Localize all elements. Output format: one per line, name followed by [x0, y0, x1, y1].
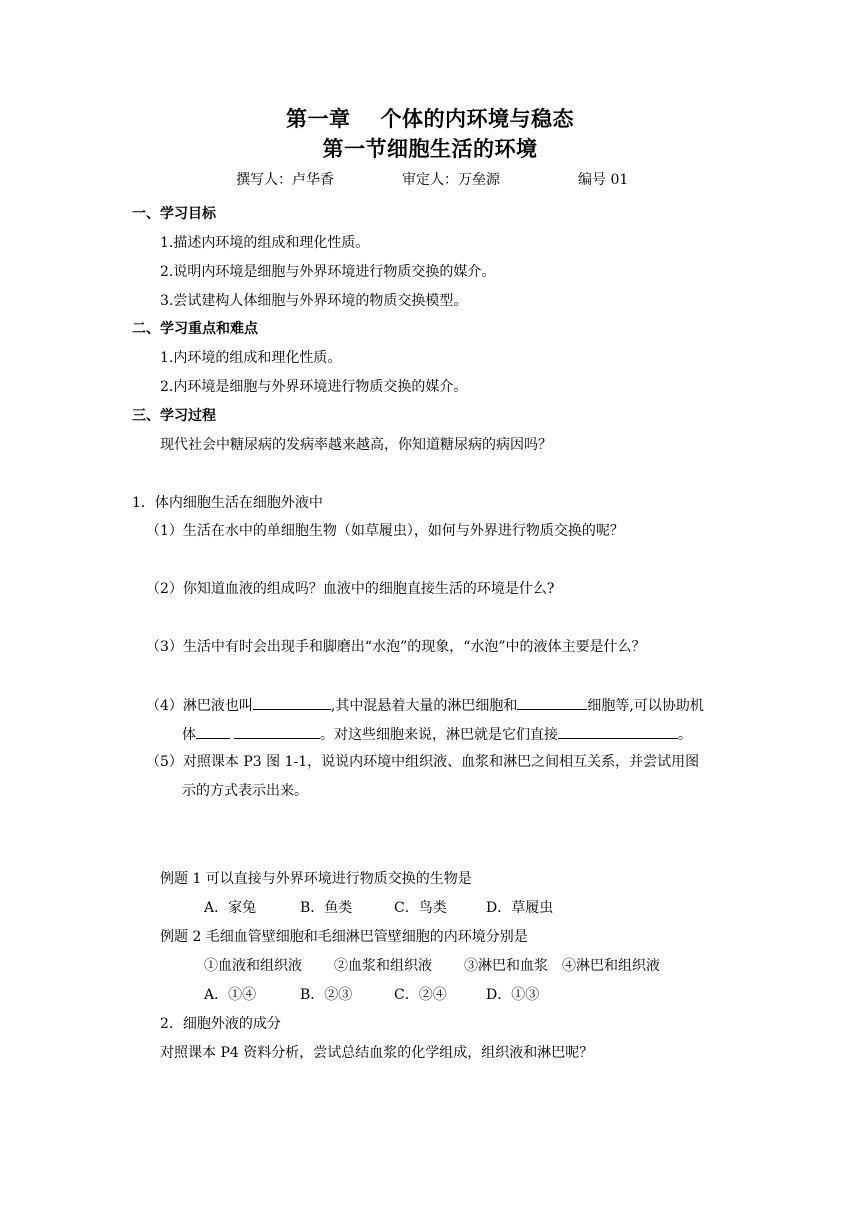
example-1-option-b: B．鱼类	[300, 900, 353, 916]
question-5-line1: （5）对照课本 P3 图 1-1，说说内环境中组织液、血浆和淋巴之间相互关系，并尝试用图	[146, 754, 700, 770]
author: 撰写人：卢华香	[236, 172, 334, 188]
goal-item: 2.说明内环境是细胞与外界环境进行物质交换的媒介。	[160, 264, 496, 280]
chapter-name: 个体的内环境与稳态	[380, 106, 574, 131]
answer-blank[interactable]	[517, 696, 587, 710]
key-point-item: 1.内环境的组成和理化性质。	[160, 350, 342, 366]
goal-item: 3.尝试建构人体细胞与外界环境的物质交换模型。	[160, 293, 468, 309]
question-1: （1）生活在水中的单细胞生物（如草履虫），如何与外界进行物质交换的呢？	[146, 523, 624, 539]
goal-item: 1.描述内环境的组成和理化性质。	[160, 235, 370, 251]
section-title: 第一节细胞生活的环境	[322, 136, 538, 161]
example-2-choice-2: ②血浆和组织液	[334, 958, 432, 974]
example-2-option-b: B．②③	[300, 987, 353, 1003]
subsection-2-title: 2．细胞外液的成分	[160, 1016, 281, 1032]
example-1-option-d: D．草履虫	[486, 900, 554, 916]
answer-blank[interactable]	[558, 725, 678, 739]
example-1-option-a: A．家兔	[204, 900, 257, 916]
question-2: （2）你知道血液的组成吗？血液中的细胞直接生活的环境是什么?	[146, 581, 555, 597]
subsection-2-question: 对照课本 P4 资料分析，尝试总结血浆的化学组成，组织液和淋巴呢？	[160, 1045, 594, 1061]
intro-question: 现代社会中糖尿病的发病率越来越高，你知道糖尿病的病因吗？	[160, 437, 552, 453]
example-2-choice-4: ④淋巴和组织液	[562, 958, 660, 974]
example-2-option-c: C．②④	[394, 987, 447, 1003]
example-1-option-c: C．鸟类	[394, 900, 447, 916]
section-heading-process: 三、学习过程	[132, 408, 216, 424]
answer-blank[interactable]	[253, 696, 331, 710]
reviewer: 审定人：万垒源	[402, 172, 500, 188]
section-heading-key-points: 二、学习重点和难点	[132, 321, 258, 337]
answer-blank[interactable]	[234, 725, 320, 739]
subsection-1-title: 1．体内细胞生活在细胞外液中	[132, 495, 323, 511]
example-1-question: 例题 1 可以直接与外界环境进行物质交换的生物是	[160, 871, 472, 887]
chapter-number: 第一章	[286, 106, 351, 131]
example-2-option-d: D．①③	[486, 987, 540, 1003]
chapter-title	[0, 106, 860, 132]
section-heading-goals: 一、学习目标	[132, 206, 216, 222]
question-5-line2: 示的方式表示出来。	[182, 783, 308, 799]
key-point-item: 2.内环境是细胞与外界环境进行物质交换的媒介。	[160, 379, 468, 395]
question-3: （3）生活中有时会出现手和脚磨出“水泡”的现象，“水泡”中的液体主要是什么？	[146, 639, 646, 655]
example-2-question: 例题 2 毛细血管壁细胞和毛细淋巴管壁细胞的内环境分别是	[160, 929, 528, 945]
example-2-option-a: A．①④	[204, 987, 257, 1003]
question-4-line2: 体 。对这些细胞来说，淋巴就是它们直接 。	[182, 727, 692, 743]
question-4-line1: （4）淋巴液也叫 ,其中混悬着大量的淋巴细胞和 细胞等,可以协助机	[146, 698, 704, 714]
answer-blank[interactable]	[196, 725, 230, 739]
doc-number: 编号 01	[578, 172, 629, 188]
example-2-choice-1: ①血液和组织液	[204, 958, 302, 974]
example-2-choice-3: ③淋巴和血浆	[464, 958, 548, 974]
